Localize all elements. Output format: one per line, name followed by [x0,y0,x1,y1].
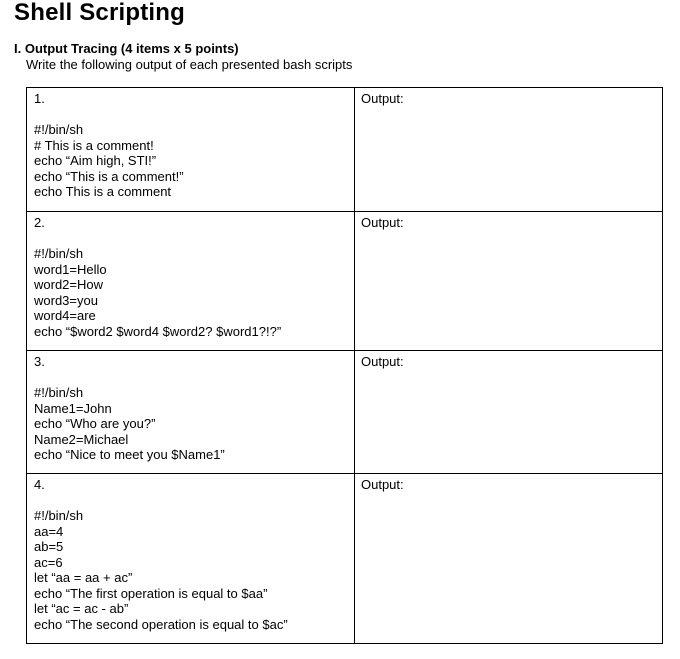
code-line: echo “The first operation is equal to $aa” [34,585,268,601]
code-line: let “ac = ac - ab” [34,601,129,616]
item-code-cell [27,474,355,644]
code-line: #!/bin/sh [34,508,84,523]
code-line: word1=Hello [34,261,107,277]
item-code-cell [27,88,355,212]
item-number: 1. [34,91,45,106]
item-output-cell[interactable] [355,351,663,474]
item-output-cell[interactable] [355,474,663,644]
code-line: aa=4 [34,523,64,539]
output-label: Output: [361,215,404,230]
item-number: 4. [34,477,45,492]
code-line: word4=are [34,308,96,323]
code-line: # This is a comment! [34,137,154,153]
code-line: echo This is a comment [34,184,172,199]
output-tracing-table [26,87,663,644]
code-line: echo “This is a comment!” [34,168,184,184]
output-label: Output: [361,477,404,492]
item-number: 2. [34,215,45,230]
item-row [27,351,663,474]
section-instructions: Write the following output of each presented bash scripts [26,57,353,72]
item-output-cell[interactable] [355,88,663,212]
code-line: ab=5 [34,539,64,554]
code-line: echo “Who are you?” [34,416,156,431]
output-label: Output: [361,354,404,369]
item-code-cell [27,351,355,474]
item-output-cell[interactable] [355,212,663,351]
code-line: echo “Nice to meet you $Name1” [34,447,225,462]
item-row [27,212,663,351]
code-line: #!/bin/sh [34,122,84,137]
item-number: 3. [34,354,45,369]
code-line: Name2=Michael [34,431,129,447]
code-line: echo “$word2 $word4 $word2? $word1?!?” [34,323,282,339]
page-title: Shell Scripting [14,0,186,26]
output-label: Output: [361,91,404,106]
item-code-cell [27,212,355,351]
code-line: #!/bin/sh [34,385,84,400]
item-row [27,474,663,644]
code-line: #!/bin/sh [34,246,84,261]
section-heading: I. Output Tracing (4 items x 5 points) [14,41,239,56]
code-line: word2=How [34,277,104,292]
code-line: let “aa = aa + ac” [34,570,133,585]
item-row [27,88,663,212]
code-line: echo “Aim high, STI!” [34,153,157,168]
code-line: ac=6 [34,554,63,570]
code-line: Name1=John [34,400,112,416]
code-line: word3=you [34,292,98,308]
code-line: echo “The second operation is equal to $ac” [34,616,288,632]
